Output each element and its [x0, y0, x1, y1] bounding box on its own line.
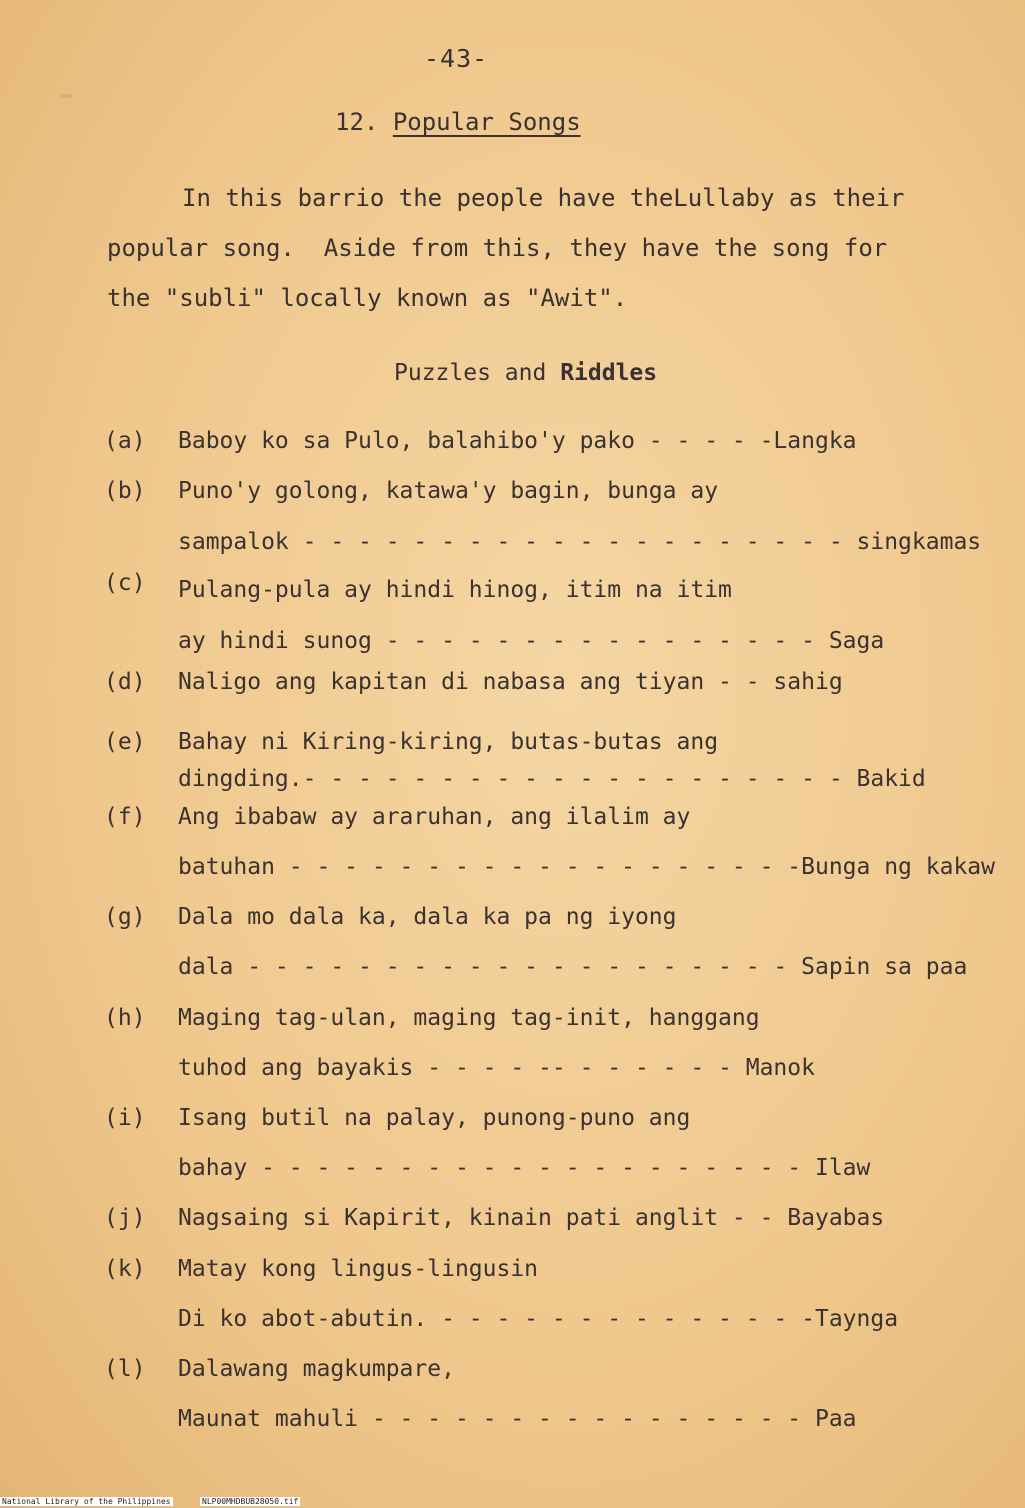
riddle-label: (e)	[104, 729, 146, 755]
footer-file: NLP00MHDBUB28050.tif	[202, 1497, 299, 1506]
riddle-line: Maunat mahuli - - - - - - - - - - - - - - - - Paa	[178, 1406, 857, 1432]
footer-source: National Library of the Philippines	[2, 1497, 171, 1506]
subheading-text: Puzzles and	[394, 360, 547, 386]
riddle-label: (f)	[104, 804, 146, 830]
riddle-line: Di ko abot-abutin. - - - - - - - - - - - - - -Taynga	[178, 1306, 899, 1332]
riddle-label: (c)	[104, 570, 146, 596]
ink-smudge	[60, 94, 72, 98]
riddle-line: dingding.- - - - - - - - - - - - - - - - - - - - Bakid	[178, 766, 926, 792]
riddle-line: Bahay ni Kiring-kiring, butas-butas ang	[178, 729, 719, 755]
riddle-line: Isang butil na palay, punong-puno ang	[178, 1105, 691, 1131]
riddle-label: (b)	[104, 478, 146, 504]
riddle-line: Ang ibabaw ay araruhan, ang ilalim ay	[178, 804, 691, 830]
riddle-line: Baboy ko sa Pulo, balahibo'y pako - - - - -Langka	[178, 428, 857, 454]
riddle-label: (k)	[104, 1256, 146, 1282]
section-title: Popular Songs	[392, 108, 581, 136]
paragraph-line-3: the "subli" locally known as "Awit".	[107, 284, 628, 312]
subheading-bold-text: Riddles	[560, 360, 658, 386]
riddle-line: Dalawang magkumpare,	[178, 1356, 455, 1382]
riddle-label: (i)	[104, 1105, 146, 1131]
riddles-subheading	[394, 360, 657, 386]
section-number: 12.	[335, 108, 379, 136]
riddle-label: (g)	[104, 904, 146, 930]
riddle-label: (l)	[104, 1356, 146, 1382]
section-heading	[335, 108, 581, 136]
riddle-label: (h)	[104, 1005, 146, 1031]
riddle-line: sampalok - - - - - - - - - - - - - - - - - - - - singkamas	[178, 529, 982, 555]
page-number: -43-	[424, 44, 489, 73]
riddle-label: (a)	[104, 428, 146, 454]
riddle-line: Matay kong lingus-lingusin	[178, 1256, 539, 1282]
paragraph-line-1: In this barrio the people have theLullaby as their	[182, 184, 905, 212]
riddle-label: (d)	[104, 669, 146, 695]
riddle-line: tuhod ang bayakis - - - - -- - - - - - - Manok	[178, 1055, 815, 1081]
riddle-line: Pulang-pula ay hindi hinog, itim na itim	[178, 577, 732, 603]
riddle-label: (j)	[104, 1205, 146, 1231]
riddle-line: dala - - - - - - - - - - - - - - - - - - - - Sapin sa paa	[178, 954, 968, 980]
riddle-line: ay hindi sunog - - - - - - - - - - - - - - - - Saga	[178, 628, 885, 654]
riddle-line: batuhan - - - - - - - - - - - - - - - - - - -Bunga ng kakaw	[178, 854, 995, 880]
riddle-line: bahay - - - - - - - - - - - - - - - - - - - - Ilaw	[178, 1155, 871, 1181]
riddle-line: Dala mo dala ka, dala ka pa ng iyong	[178, 904, 677, 930]
riddle-line: Nagsaing si Kapirit, kinain pati anglit - - Bayabas	[178, 1205, 885, 1231]
riddle-line: Naligo ang kapitan di nabasa ang tiyan - - sahig	[178, 669, 843, 695]
riddle-line: Puno'y golong, katawa'y bagin, bunga ay	[178, 478, 719, 504]
paragraph-line-2: popular song. Aside from this, they have the song for	[107, 234, 888, 262]
riddle-line: Maging tag-ulan, maging tag-init, hanggang	[178, 1005, 760, 1031]
